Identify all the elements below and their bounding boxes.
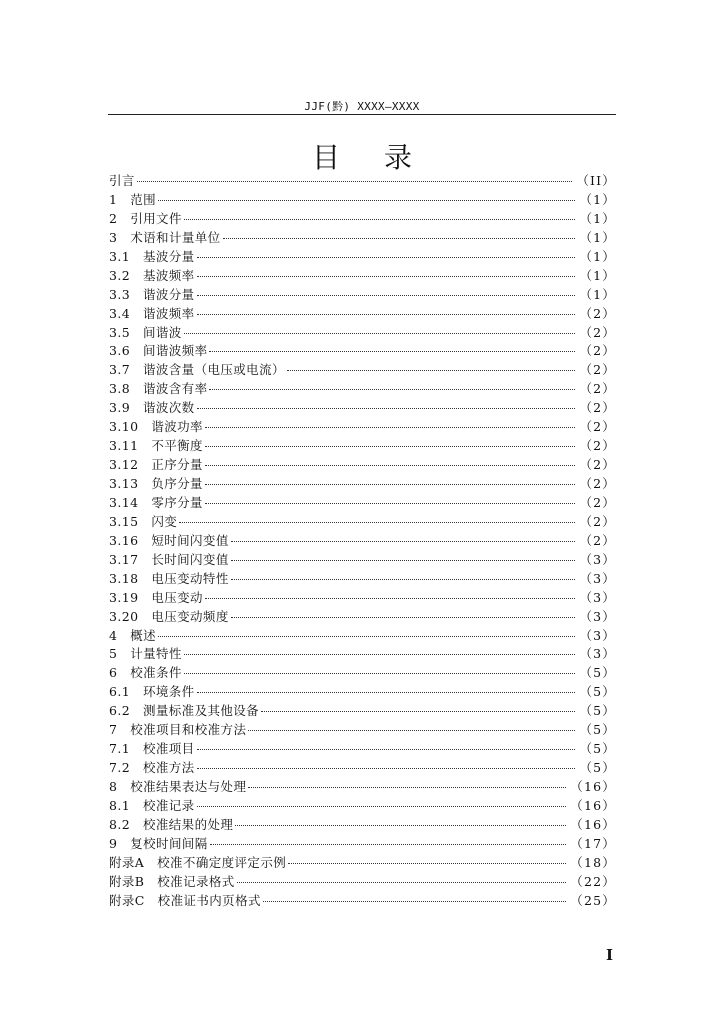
- toc-entry-page: （2）: [579, 305, 616, 321]
- toc-entry-page: （2）: [579, 324, 616, 340]
- header-divider: [108, 114, 616, 115]
- toc-entry-label: 8.2 校准结果的处理: [109, 816, 234, 832]
- toc-dot-leader: [197, 275, 576, 277]
- toc-entry-page: （5）: [579, 722, 616, 738]
- toc-entry-page: （5）: [579, 684, 616, 700]
- toc-entry-label: 3.20 电压变动频度: [109, 608, 229, 624]
- toc-entry-page: （2）: [579, 476, 616, 491]
- toc-entry[interactable]: [109, 853, 616, 872]
- toc-dot-leader: [210, 843, 567, 845]
- toc-entry-page: （3）: [579, 589, 616, 605]
- toc-entry-page: （5）: [579, 741, 616, 757]
- toc-entry[interactable]: [109, 474, 616, 493]
- toc-entry-label: 3.10 谐波功率: [109, 419, 203, 435]
- toc-entry-label: 附录C 校准证书内页格式: [109, 892, 261, 908]
- toc-entry[interactable]: [109, 360, 616, 379]
- toc-entry-page: （3）: [579, 627, 616, 643]
- toc-dot-leader: [197, 256, 576, 258]
- toc-dot-leader: [205, 445, 576, 447]
- toc-entry[interactable]: [109, 493, 616, 512]
- toc-entry-page: （5）: [579, 760, 616, 776]
- toc-entry-label: 3.14 零序分量: [109, 494, 203, 510]
- toc-entry[interactable]: [109, 228, 616, 247]
- toc-entry-page: （2）: [579, 532, 616, 548]
- toc-entry[interactable]: [109, 304, 616, 323]
- toc-dot-leader: [205, 502, 576, 504]
- toc-entry[interactable]: [109, 531, 616, 550]
- toc-dot-leader: [197, 407, 576, 409]
- toc-entry[interactable]: [109, 682, 616, 701]
- toc-entry-label: 3.9 谐波次数: [109, 400, 195, 416]
- toc-entry-page: （17）: [570, 835, 616, 851]
- toc-entry-page: （1）: [579, 248, 616, 264]
- toc-dot-leader: [231, 578, 576, 580]
- toc-dot-leader: [184, 332, 576, 334]
- toc-entry-label: 9 复校时间间隔: [109, 835, 208, 851]
- toc-entry[interactable]: [109, 758, 616, 777]
- toc-dot-leader: [263, 900, 566, 902]
- toc-entry[interactable]: [109, 739, 616, 758]
- toc-entry-label: 3.3 谐波分量: [109, 286, 195, 302]
- toc-dot-leader: [205, 483, 576, 485]
- toc-entry-label: 3.6 间谐波频率: [109, 343, 208, 359]
- toc-entry[interactable]: [109, 341, 616, 360]
- toc-entry[interactable]: [109, 171, 616, 190]
- toc-entry-page: （2）: [579, 362, 616, 378]
- toc-dot-leader: [209, 388, 575, 390]
- toc-dot-leader: [197, 767, 576, 769]
- toc-entry[interactable]: [109, 644, 616, 663]
- toc-entry-page: （2）: [579, 438, 616, 454]
- toc-dot-leader: [197, 691, 576, 693]
- toc-entry[interactable]: [109, 607, 616, 626]
- toc-entry[interactable]: [109, 720, 616, 739]
- toc-entry-page: （1）: [579, 210, 616, 226]
- toc-dot-leader: [235, 824, 566, 826]
- toc-dot-leader: [184, 672, 576, 674]
- toc-dot-leader: [137, 180, 573, 182]
- toc-entry-label: 3.13 负序分量: [109, 476, 203, 491]
- toc-entry-page: （2）: [579, 513, 616, 529]
- toc-entry-page: （16）: [570, 797, 616, 813]
- toc-entry[interactable]: [109, 569, 616, 588]
- toc-entry-page: （16）: [570, 779, 616, 794]
- toc-dot-leader: [231, 616, 576, 618]
- toc-entry-page: （2）: [579, 343, 616, 359]
- toc-entry-label: 3.16 短时间闪变值: [109, 532, 229, 548]
- toc-entry-label: 3.2 基波频率: [109, 267, 195, 283]
- toc-dot-leader: [197, 748, 576, 750]
- toc-dot-leader: [261, 710, 575, 712]
- toc-entry-label: 1 范围: [109, 191, 157, 207]
- toc-entry[interactable]: [109, 379, 616, 398]
- toc-entry-label: 附录A 校准不确定度评定示例: [109, 854, 287, 870]
- toc-dot-leader: [248, 729, 575, 731]
- toc-entry[interactable]: [109, 417, 616, 436]
- toc-dot-leader: [179, 521, 575, 523]
- toc-entry-page: （5）: [579, 665, 616, 681]
- toc-entry[interactable]: [109, 663, 616, 682]
- toc-entry-label: 7.2 校准方法: [109, 760, 195, 776]
- toc-entry[interactable]: [109, 777, 616, 796]
- toc-entry[interactable]: [109, 266, 616, 285]
- toc-entry[interactable]: [109, 455, 616, 474]
- toc-entry-page: （18）: [570, 854, 616, 870]
- toc-entry-label: 3.12 正序分量: [109, 457, 203, 473]
- toc-entry[interactable]: [109, 190, 616, 209]
- toc-entry-label: 3.5 间谐波: [109, 324, 182, 340]
- toc-entry-page: （1）: [579, 267, 616, 283]
- toc-entry-page: （2）: [579, 400, 616, 416]
- page-number: I: [606, 946, 614, 964]
- toc-dot-leader: [223, 237, 576, 239]
- document-header-code: JJF(黔) XXXX—XXXX: [304, 100, 420, 113]
- toc-dot-leader: [231, 540, 576, 542]
- toc-entry-page: （16）: [570, 816, 616, 832]
- toc-entry-label: 3.8 谐波含有率: [109, 381, 208, 397]
- toc-entry[interactable]: [109, 398, 616, 417]
- toc-entry-page: （2）: [579, 381, 616, 397]
- toc-dot-leader: [197, 294, 576, 296]
- toc-entry-label: 3.11 不平衡度: [109, 438, 203, 454]
- toc-entry-label: 5 计量特性: [109, 646, 182, 662]
- toc-entry[interactable]: [109, 550, 616, 569]
- toc-dot-leader: [205, 597, 576, 599]
- toc-entry-label: 3.1 基波分量: [109, 248, 195, 264]
- page-title: 目录: [311, 141, 456, 174]
- toc-entry[interactable]: [109, 872, 616, 891]
- toc-entry[interactable]: [109, 209, 616, 228]
- toc-entry-label: 8 校准结果表达与处理: [109, 779, 247, 794]
- toc-entry[interactable]: [109, 285, 616, 304]
- toc-dot-leader: [205, 464, 576, 466]
- toc-entry-label: 3.15 闪变: [109, 513, 178, 529]
- toc-dot-leader: [288, 862, 566, 864]
- toc-entry-label: 引言: [109, 173, 135, 188]
- toc-entry-label: 2 引用文件: [109, 210, 182, 226]
- toc-dot-leader: [158, 199, 575, 201]
- toc-entry-page: （3）: [579, 570, 616, 586]
- toc-entry[interactable]: [109, 834, 616, 853]
- toc-dot-leader: [209, 350, 575, 352]
- toc-entry-page: （3）: [579, 608, 616, 624]
- toc-entry-page: （1）: [579, 286, 616, 302]
- toc-entry[interactable]: [109, 626, 616, 645]
- toc-entry-page: （25）: [570, 892, 616, 908]
- toc-entry[interactable]: [109, 512, 616, 531]
- toc-entry-label: 6.1 环境条件: [109, 684, 195, 700]
- toc-entry-page: （2）: [579, 494, 616, 510]
- toc-entry-label: 附录B 校准记录格式: [109, 873, 235, 889]
- toc-dot-leader: [231, 559, 576, 561]
- toc-dot-leader: [248, 786, 566, 788]
- toc-entry-label: 4 概述: [109, 627, 157, 643]
- toc-entry[interactable]: [109, 796, 616, 815]
- toc-entry-label: 3.17 长时间闪变值: [109, 551, 229, 567]
- toc-entry[interactable]: [109, 588, 616, 607]
- toc-entry-page: （3）: [579, 646, 616, 662]
- toc-entry-page: （2）: [579, 457, 616, 473]
- toc-entry-page: （22）: [570, 873, 616, 889]
- toc-entry[interactable]: [109, 701, 616, 720]
- toc-entry-page: （II）: [576, 173, 616, 188]
- toc-entry[interactable]: [109, 323, 616, 342]
- toc-entry-page: （1）: [579, 229, 616, 245]
- toc-dot-leader: [287, 369, 576, 371]
- table-of-contents: [109, 171, 616, 910]
- toc-entry-label: 6 校准条件: [109, 665, 182, 681]
- toc-entry[interactable]: [109, 247, 616, 266]
- toc-entry[interactable]: [109, 815, 616, 834]
- toc-dot-leader: [197, 313, 576, 315]
- toc-entry-label: 3.19 电压变动: [109, 589, 203, 605]
- toc-entry-label: 7 校准项目和校准方法: [109, 722, 247, 738]
- toc-entry-page: （2）: [579, 419, 616, 435]
- toc-entry-label: 8.1 校准记录: [109, 797, 195, 813]
- toc-entry-page: （5）: [579, 703, 616, 719]
- toc-dot-leader: [205, 426, 576, 428]
- toc-entry[interactable]: [109, 891, 616, 910]
- toc-entry-label: 7.1 校准项目: [109, 741, 195, 757]
- toc-entry-label: 3 术语和计量单位: [109, 229, 221, 245]
- toc-entry-label: 3.7 谐波含量（电压或电流）: [109, 362, 285, 378]
- toc-entry-label: 6.2 测量标准及其他设备: [109, 703, 260, 719]
- toc-dot-leader: [184, 653, 576, 655]
- toc-dot-leader: [158, 635, 575, 637]
- toc-dot-leader: [197, 805, 567, 807]
- toc-entry-page: （1）: [579, 191, 616, 207]
- toc-dot-leader: [184, 218, 576, 220]
- toc-entry-label: 3.4 谐波频率: [109, 305, 195, 321]
- toc-dot-leader: [237, 881, 567, 883]
- toc-entry[interactable]: [109, 436, 616, 455]
- toc-entry-label: 3.18 电压变动特性: [109, 570, 229, 586]
- toc-entry-page: （3）: [579, 551, 616, 567]
